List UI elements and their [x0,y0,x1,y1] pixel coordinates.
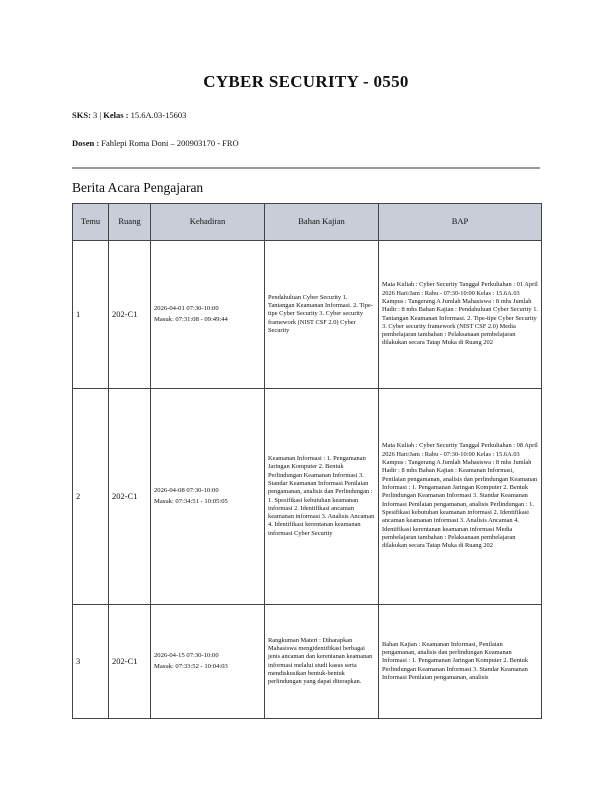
course-meta [72,110,186,120]
header-temu: Temu [73,204,109,241]
temu-cell: 3 [73,605,109,719]
temu-cell: 1 [73,241,109,389]
bap-cell: Mata Kuliah : Cyber Security Tanggal Perkuliahan : 01 April 2026 Hari/Jam : Rabu - 07:30-10:00 Kelas : 15.6A.03 Kampus : Tangerang A Jumlah Mahasiswa : 8 mhs Jumlah Hadir : 8 mhs Bahan Kajian : Pendahuluan Cyber Security 1. Tantangan Keamanan Informasi. 2. Tipe-tipe Cyber Security 3. Cyber security framework (NIST CSF 2.0) Media pembelajaran tambahan : Pelaksanaan pembelajaran dilakukan secara Tatap Muka di Ruang 202 [379,241,542,389]
header-bahan-kajian: Bahan Kajian [265,204,379,241]
lecturer-meta [72,138,239,148]
bahan-kajian-cell: Pendahuluan Cyber Security 1. Tantangan Keamanan Informasi. 2. Tipe-tipe Cyber Security 3. Cyber security framework (NIST CSF 2.0) Cyber Security [265,241,379,389]
header-kehadiran: Kehadiran [151,204,265,241]
header-bap: BAP [379,204,542,241]
schedule-time: 2026-04-01 07:30-10:00 [154,305,219,313]
page-title: CYBER SECURITY - 0550 [203,72,409,91]
bahan-kajian-cell: Rangkuman Materi : Diharapkan Mahasiswa mengidentifikasi berbagai jenis ancaman dan kerentanan keamanan informasi melalui studi kasus serta mendiskusikan bentuk-bentuk perlindungan yang dapat diterapkan. [265,605,379,719]
bahan-kajian-cell: Keamanan Informasi : 1. Pengamanan Jaringan Komputer 2. Bentuk Perlindungan Keamanan Informasi 3. Standar Keamanan Informasi Penilaian pengamanan, analisis dan Perlindungan : 1. Spesifikasi kebutuhan keamanan informasi 2. Identifikasi ancaman keamanan informasi 3. Analisis Ancaman 4. Identifikasi kerentanan keamanan informasi Cyber Security [265,389,379,605]
ruang-cell: 202-C1 [109,389,151,605]
sks-value: 3 | [90,110,104,120]
schedule-time: 2026-04-15 07:30-10:00 [154,652,219,660]
dosen-value: Fahlepi Roma Doni – 200903170 - FRO [99,138,239,148]
checkin-time: Masuk: 07:31:08 - 09:49:44 [154,315,228,323]
section-title: Berita Acara Pengajaran [72,180,204,195]
temu-cell: 2 [73,389,109,605]
ruang-cell: 202-C1 [109,241,151,389]
section-divider [72,167,540,169]
checkin-time: Masuk: 07:33:52 - 10:04:03 [154,662,228,670]
kehadiran-cell [151,605,265,719]
kehadiran-cell [151,389,265,605]
kelas-value: 15.6A.03-15603 [128,110,187,120]
checkin-time: Masuk: 07:34:51 - 10:05:05 [154,497,228,505]
table-row [73,605,542,719]
dosen-label: Dosen : [72,138,100,148]
table-row [73,241,542,389]
ruang-cell: 202-C1 [109,605,151,719]
sks-label: SKS: [72,110,91,120]
table-header-row [73,204,542,241]
bap-table [72,203,542,719]
schedule-time: 2026-04-08 07:30-10:00 [154,487,219,495]
kelas-label: Kelas : [103,110,129,120]
bap-cell: Bahan Kajian : Keamanan Informasi, Penilaian pengamanan, analisis dan perlindungan Keamanan Informasi : 1. Pengamanan Jaringan Komputer 2. Bentuk Perlindungan Keamanan Informasi 3. Standar Keamanan Informasi Penilaian pengamanan, analisis [379,605,542,719]
header-ruang: Ruang [109,204,151,241]
bap-cell: Mata Kuliah : Cyber Security Tanggal Perkuliahan : 08 April 2026 Hari/Jam : Rabu - 07:30-10:00 Kelas : 15.6A.03 Kampus : Tangerang A Jumlah Mahasiswa : 8 mhs Jumlah Hadir : 8 mhs Bahan Kajian : Keamanan Informasi, Penilaian pengamanan, analisis dan perlindungan Keamanan Informasi : 1. Pengamanan Jaringan Komputer 2. Bentuk Perlindungan Keamanan Informasi 3. Standar Keamanan Informasi Penilaian pengamanan, analisis Perlindungan : 1. Spesifikasi kebutuhan keamanan informasi 2. Identifikasi ancaman keamanan informasi 3. Analisis Ancaman 4. Identifikasi kerentanan keamanan informasi Media pembelajaran tambahan : Pelaksanaan pembelajaran dilakukan secara Tatap Muka di Ruang 202 [379,389,542,605]
table-row [73,389,542,605]
kehadiran-cell [151,241,265,389]
